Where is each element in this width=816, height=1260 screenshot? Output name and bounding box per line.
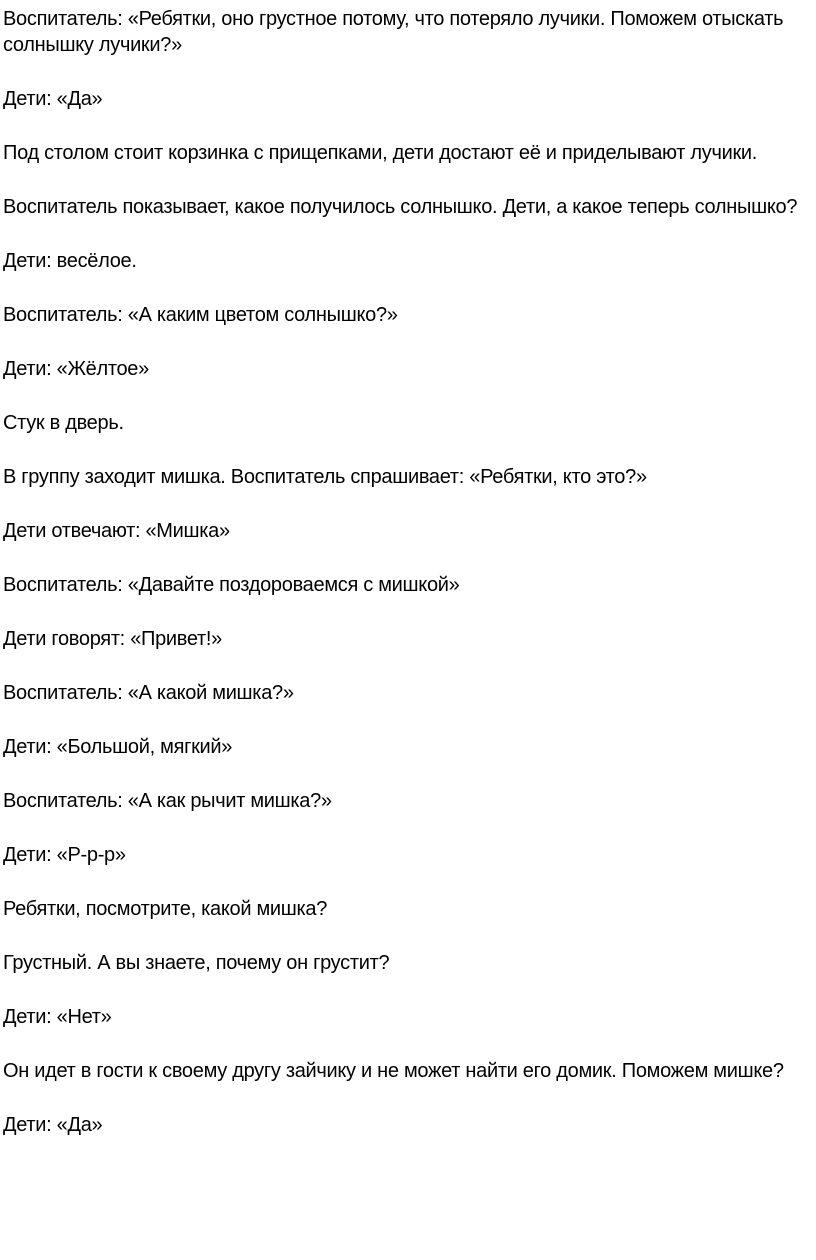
paragraph-12: Дети говорят: «Привет!»: [3, 628, 222, 650]
paragraph-5: Дети: весёлое.: [3, 250, 137, 272]
paragraph-17: Ребятки, посмотрите, какой мишка?: [3, 898, 328, 920]
paragraph-13: Воспитатель: «А какой мишка?»: [3, 682, 294, 704]
paragraph-11: Воспитатель: «Давайте поздороваемся с мишкой»: [3, 574, 460, 596]
paragraph-15: Воспитатель: «А как рычит мишка?»: [3, 790, 332, 812]
paragraph-7: Дети: «Жёлтое»: [3, 358, 149, 380]
paragraph-18: Грустный. А вы знаете, почему он грустит?: [3, 952, 390, 974]
paragraph-2: Дети: «Да»: [3, 88, 103, 110]
paragraph-6: Воспитатель: «А каким цветом солнышко?»: [3, 304, 398, 326]
paragraph-4: Воспитатель показывает, какое получилось солнышко. Дети, а какое теперь солнышко?: [3, 196, 798, 218]
paragraph-21: Дети: «Да»: [3, 1114, 103, 1136]
paragraph-20: Он идет в гости к своему другу зайчику и не может найти его домик. Поможем мишке?: [3, 1060, 784, 1082]
paragraph-8: Стук в дверь.: [3, 412, 124, 434]
paragraph-19: Дети: «Нет»: [3, 1006, 112, 1028]
paragraph-14: Дети: «Большой, мягкий»: [3, 736, 233, 758]
paragraph-1: Воспитатель: «Ребятки, оно грустное потому, что потеряло лучики. Поможем отыскать солнышку лучики?»: [3, 8, 784, 56]
paragraph-3: Под столом стоит корзинка с прищепками, дети достают её и приделывают лучики.: [3, 142, 758, 164]
paragraph-10: Дети отвечают: «Мишка»: [3, 520, 230, 542]
paragraph-16: Дети: «Р-р-р»: [3, 844, 126, 866]
paragraph-9: В группу заходит мишка. Воспитатель спрашивает: «Ребятки, кто это?»: [3, 466, 647, 488]
